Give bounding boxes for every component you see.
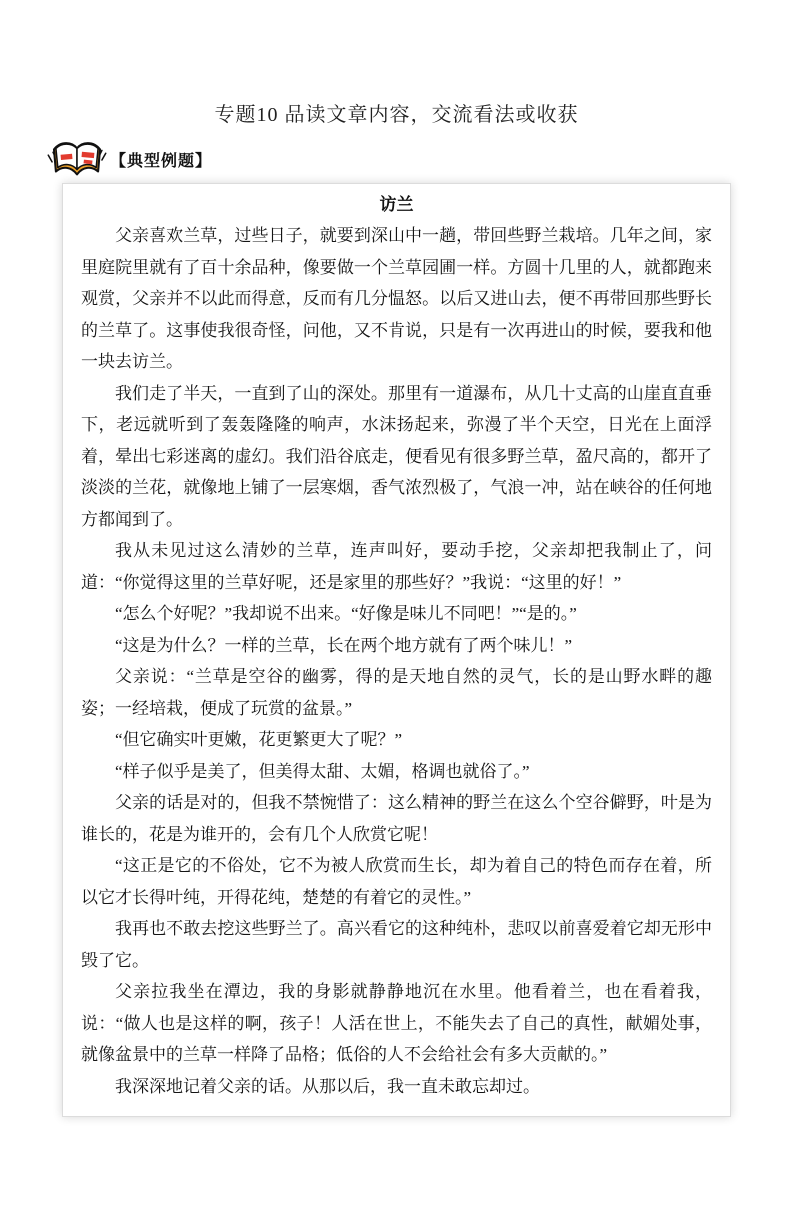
typical-example-section-header: [46, 137, 793, 181]
essay-paragraph: “怎么个好呢？”我却说不出来。“好像是味儿不同吧！”“是的。”: [115, 604, 577, 623]
essay-paragraph: 我们走了半天，一直到了山的深处。那里有一道瀑布，从几十丈高的山崖直直垂下，老远就听到了轰轰隆隆的响声，水沫扬起来，弥漫了半个天空，日光在上面浮着，晕出七彩迷离的虚幻。我们沿谷底走，便看见有很多野兰草，盈尺高的，都开了淡淡的兰花，就像地上铺了一层寒烟，香气浓烈极了，气浪一冲，站在峡谷的任何地方都闻到了。: [81, 383, 712, 529]
essay-paragraph: “这是为什么？一样的兰草，长在两个地方就有了两个味儿！”: [115, 635, 573, 655]
essay-body: [81, 220, 712, 1102]
section-label: 【典型例题】: [110, 152, 213, 170]
essay-paragraph: “样子似乎是美了，但美得太甜、太媚，格调也就俗了。”: [115, 761, 530, 781]
essay-paragraph: 父亲说：“兰草是空谷的幽雾，得的是天地自然的灵气，长的是山野水畔的趣姿；一经培栽，便成了玩赏的盆景。”: [81, 667, 712, 718]
essay-paragraph: “这正是它的不俗处，它不为被人欣赏而生长，却为着自己的特色而存在着，所以它才长得叶纯，开得花纯，楚楚的有着它的灵性。”: [81, 856, 712, 907]
essay-paragraph: 父亲拉我坐在潭边，我的身影就静静地沉在水里。他看着兰，也在看着我，说：“做人也是这样的啊，孩子！人活在世上，不能失去了自己的真性，献媚处事，就像盆景中的兰草一样降了品格；低俗的人不会给社会有多大贡献的。”: [81, 982, 712, 1064]
essay-paragraph: 父亲喜欢兰草，过些日子，就要到深山中一趟，带回些野兰栽培。几年之间，家里庭院里就有了百十余品种，像要做一个兰草园圃一样。方圆十几里的人，就都跑来观赏，父亲并不以此而得意，反而有几分愠怒。以后又进山去，便不再带回那些野长的兰草了。这事使我很奇怪，问他，又不肯说，只是有一次再进山的时候，要我和他一块去访兰。: [81, 226, 712, 371]
essay-paragraph: 我深深地记着父亲的话。从那以后，我一直未敢忘却过。: [115, 1076, 540, 1096]
essay-box: [62, 183, 731, 1117]
essay-paragraph: 父亲的话是对的，但我不禁惋惜了：这么精神的野兰在这么个空谷僻野，叶是为谁长的，花是为谁开的，会有几个人欣赏它呢！: [81, 793, 712, 844]
page-title: 专题10 品读文章内容，交流看法或收获: [214, 104, 579, 126]
open-book-icon: [46, 136, 108, 182]
essay-title: 访兰: [379, 195, 414, 214]
essay-paragraph: “但它确实叶更嫩，花更繁更大了呢？”: [115, 730, 403, 749]
essay-paragraph: 我再也不敢去挖这些野兰了。高兴看它的这种纯朴，悲叹以前喜爱着它却无形中毁了它。: [81, 919, 712, 970]
essay-paragraph: 我从未见过这么清妙的兰草，连声叫好，要动手挖，父亲却把我制止了，问道：“你觉得这里的兰草好呢，还是家里的那些好？”我说：“这里的好！”: [81, 541, 712, 592]
